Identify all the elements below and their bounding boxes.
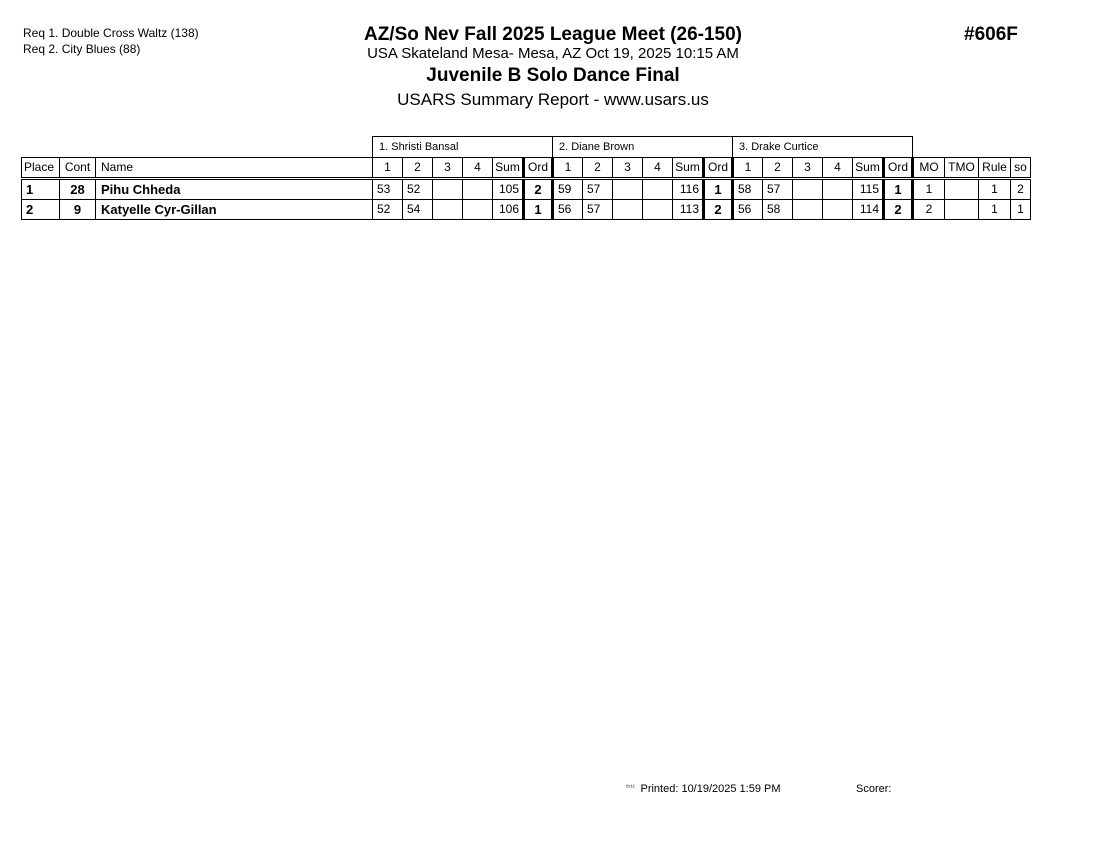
mo-cell: 1	[913, 179, 945, 200]
col-j2-score-2: 2	[583, 158, 613, 179]
col-j3-score-3: 3	[793, 158, 823, 179]
rule-cell: 1	[979, 200, 1011, 220]
sum-cell: 115	[853, 179, 884, 200]
place-cell: 2	[22, 200, 60, 220]
score-cell	[823, 200, 853, 220]
ord-cell: 1	[704, 179, 733, 200]
judge-2-name: 2. Diane Brown	[553, 137, 733, 158]
sum-cell: 106	[493, 200, 524, 220]
score-cell	[793, 179, 823, 200]
ord-cell: 1	[524, 200, 553, 220]
results-table	[21, 136, 1031, 220]
score-cell	[433, 179, 463, 200]
score-cell: 54	[403, 200, 433, 220]
col-so: so	[1011, 158, 1031, 179]
sum-cell: 113	[673, 200, 704, 220]
name-cell: Katyelle Cyr-Gillan	[96, 200, 373, 220]
tiny-mark: ²⁵¹²	[626, 785, 635, 791]
requirement-2: Req 2. City Blues (88)	[23, 42, 141, 56]
cont-cell: 9	[60, 200, 96, 220]
sum-cell: 116	[673, 179, 704, 200]
name-cell: Pihu Chheda	[96, 179, 373, 200]
col-j3-sum: Sum	[853, 158, 884, 179]
mo-cell: 2	[913, 200, 945, 220]
col-name: Name	[96, 158, 373, 179]
place-cell: 1	[22, 179, 60, 200]
col-j2-ord: Ord	[704, 158, 733, 179]
sum-cell: 114	[853, 200, 884, 220]
col-j2-sum: Sum	[673, 158, 704, 179]
score-cell: 53	[373, 179, 403, 200]
requirement-1: Req 1. Double Cross Waltz (138)	[23, 26, 199, 40]
score-cell: 59	[553, 179, 583, 200]
printed-footer	[626, 782, 781, 796]
meet-title: AZ/So Nev Fall 2025 League Meet (26-150)	[363, 24, 743, 45]
sum-cell: 105	[493, 179, 524, 200]
col-j1-ord: Ord	[524, 158, 553, 179]
score-cell: 57	[583, 179, 613, 200]
col-mo: MO	[913, 158, 945, 179]
col-j2-score-1: 1	[553, 158, 583, 179]
score-cell	[823, 179, 853, 200]
col-cont: Cont	[60, 158, 96, 179]
col-j3-ord: Ord	[884, 158, 913, 179]
col-j3-score-2: 2	[763, 158, 793, 179]
scorer-label: Scorer:	[856, 783, 892, 795]
col-j3-score-4: 4	[823, 158, 853, 179]
col-j2-score-4: 4	[643, 158, 673, 179]
column-header-row	[22, 158, 1031, 179]
col-place: Place	[22, 158, 60, 179]
score-cell: 56	[553, 200, 583, 220]
score-cell	[793, 200, 823, 220]
score-cell: 58	[733, 179, 763, 200]
tmo-cell	[945, 200, 979, 220]
cont-cell: 28	[60, 179, 96, 200]
col-j1-score-3: 3	[433, 158, 463, 179]
ord-cell: 1	[884, 179, 913, 200]
judge-1-name: 1. Shristi Bansal	[373, 137, 553, 158]
table-row	[22, 179, 1031, 200]
score-cell	[433, 200, 463, 220]
score-cell	[463, 200, 493, 220]
score-cell: 58	[763, 200, 793, 220]
score-cell	[613, 179, 643, 200]
score-cell	[463, 179, 493, 200]
col-j1-score-1: 1	[373, 158, 403, 179]
col-j1-score-2: 2	[403, 158, 433, 179]
score-cell: 57	[763, 179, 793, 200]
col-tmo: TMO	[945, 158, 979, 179]
event-number: #606F	[964, 24, 1018, 45]
printed-timestamp: Printed: 10/19/2025 1:59 PM	[640, 783, 781, 795]
score-cell: 56	[733, 200, 763, 220]
event-name: Juvenile B Solo Dance Final	[426, 65, 680, 86]
col-rule: Rule	[979, 158, 1011, 179]
judge-header-row	[22, 137, 1031, 158]
ord-cell: 2	[704, 200, 733, 220]
report-name: USARS Summary Report - www.usars.us	[397, 90, 709, 109]
so-cell: 1	[1011, 200, 1031, 220]
table-row	[22, 200, 1031, 220]
score-cell: 52	[403, 179, 433, 200]
col-j3-score-1: 1	[733, 158, 763, 179]
judge-3-name: 3. Drake Curtice	[733, 137, 913, 158]
score-cell	[643, 179, 673, 200]
score-cell: 57	[583, 200, 613, 220]
ord-cell: 2	[884, 200, 913, 220]
rule-cell: 1	[979, 179, 1011, 200]
col-j1-score-4: 4	[463, 158, 493, 179]
score-cell	[613, 200, 643, 220]
venue-line: USA Skateland Mesa- Mesa, AZ Oct 19, 2025 10:15 AM	[367, 45, 739, 62]
score-cell	[643, 200, 673, 220]
score-cell: 52	[373, 200, 403, 220]
col-j2-score-3: 3	[613, 158, 643, 179]
ord-cell: 2	[524, 179, 553, 200]
tmo-cell	[945, 179, 979, 200]
col-j1-sum: Sum	[493, 158, 524, 179]
so-cell: 2	[1011, 179, 1031, 200]
